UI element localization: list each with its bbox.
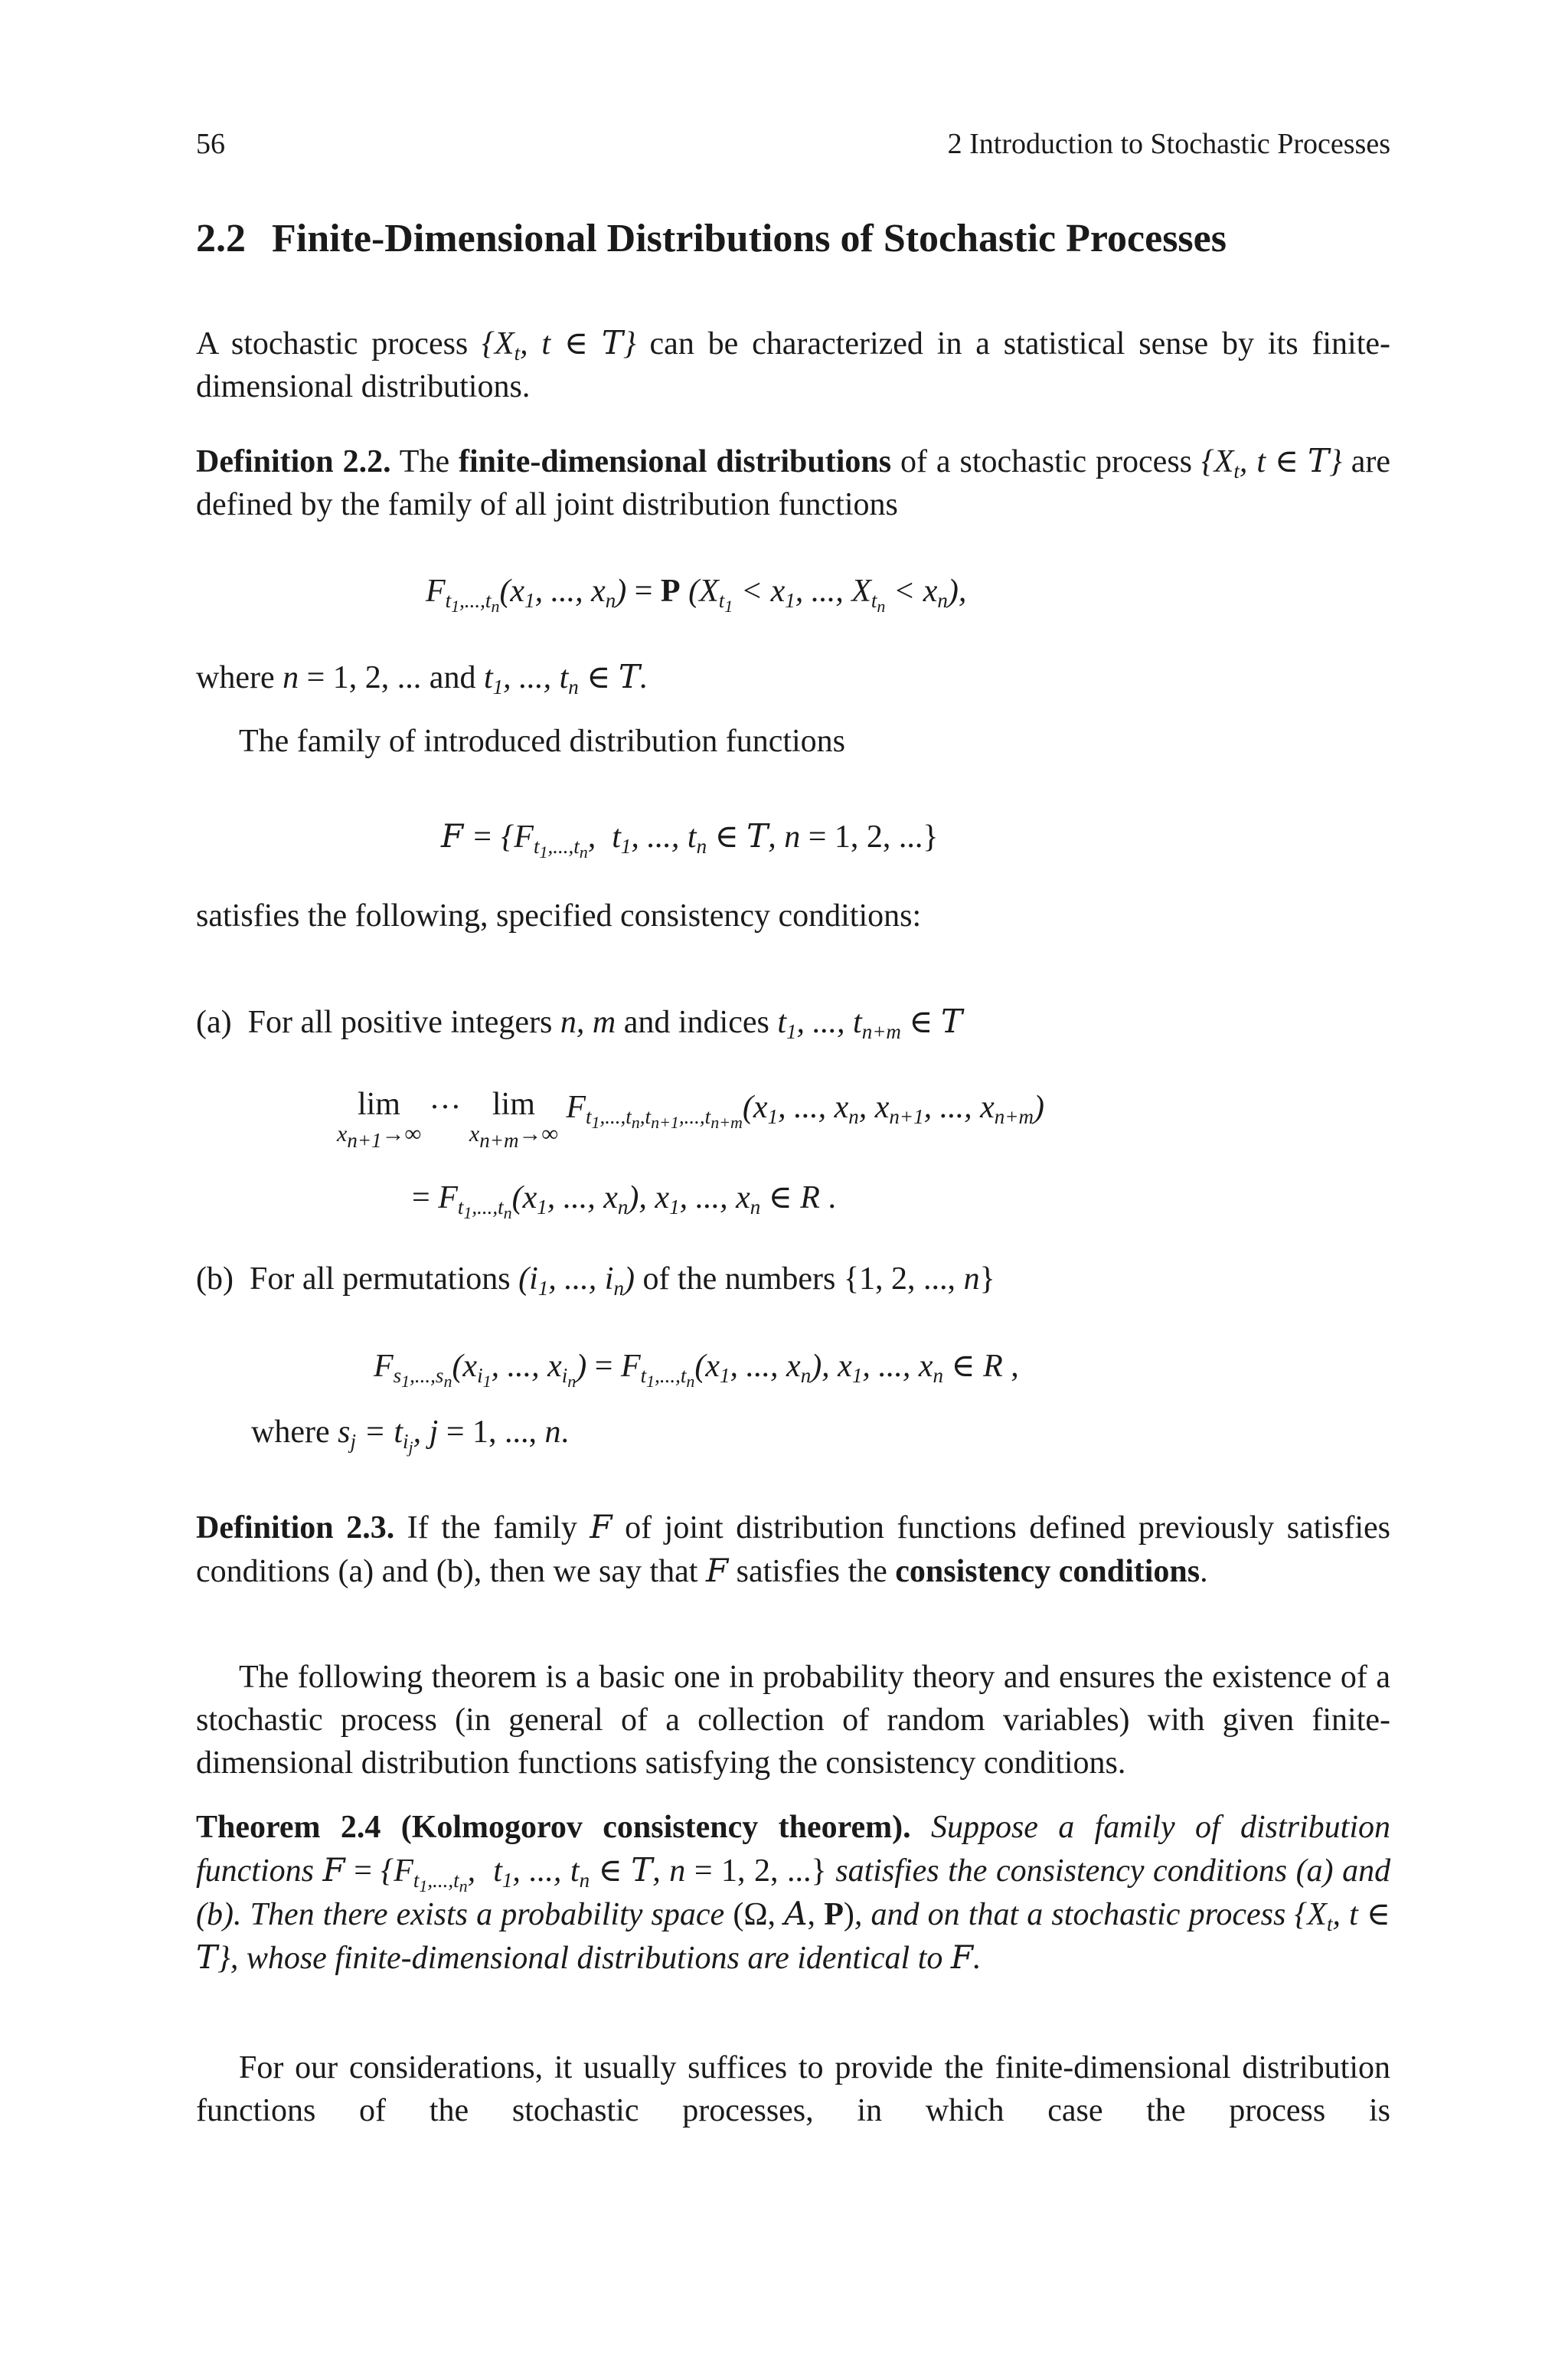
running-title: 2 Introduction to Stochastic Processes <box>947 128 1390 160</box>
condition-a: (a) For all positive integers n, m and indices $t_1$, ..., $t_{n+m}$ ∈ T <box>196 1003 963 1043</box>
section-title: Finite-Dimensional Distributions of Stochastic Processes <box>272 217 1227 260</box>
equation-limit: lim $x_{n+1}\to\infty$ ··· lim $x_{n+m}\to\infty$ $F_{t_1,...,t_n,t_{n+1},...,t_{n+m}}(x_1$, ..., $x_n$, $x_{n+1}$, ..., $x_{n+m}$) <box>337 1087 1044 1152</box>
final-paragraph: For our considerations, it usually suffices to provide the finite-dimensional distribution functions of the stochastic processes, in which case the process is <box>196 2050 1390 2128</box>
section-number: 2.2 <box>196 217 246 260</box>
equation-permutation: $F_{s_1,...,s_n}(x_{i_1}$, ..., $x_{i_n}) = F_{t_1,...,t_n}(x_1$, ..., $x_n$), $x_1$, ..., $x_n$ ∈ R , <box>374 1349 1019 1391</box>
page-number: 56 <box>196 128 225 160</box>
where-line: where n = 1, 2, ... and $t_1$, ..., $t_n$ ∈ T. <box>196 658 648 698</box>
definition-2-3: Definition 2.3. If the family F of joint distribution functions defined previously satisfies conditions (a) and (b), then we say that F satisfies the consistency conditions. <box>196 1508 1391 1589</box>
theorem-2-4: Theorem 2.4 (Kolmogorov consistency theorem). Suppose a family of distribution functions $F = \{F_{t_1,...,t_n}$, $t_1$, ..., $t_n$ ∈ T, n = 1, 2, ...} satisfies the consistency conditions (a) and (b). Then there exists a probability space (Ω, A, P), and on that a stochastic process {$X_t$, t ∈ T}, whose finite-dimensional distributions are identical to F. <box>196 1810 1391 1976</box>
condition-b: (b) For all permutations ($i_1$, ..., $i_n$) of the numbers {1, 2, ..., n} <box>196 1261 995 1300</box>
theorem-intro-paragraph: The following theorem is a basic one in probability theory and ensures the existence of a stochastic process (in general of a collection of random variables) with given finite-dimensional distribution functions satisfying the consistency conditions. <box>196 1660 1390 1781</box>
defined-term: finite-dimensional distributions <box>459 444 892 479</box>
condition-a-label: (a) <box>196 1005 232 1040</box>
definition-label: Definition 2.3. <box>196 1510 395 1546</box>
equation-limit-result: = $F_{t_1,...,t_n}(x_1$, ..., $x_n$), $x_1$, ..., $x_n$ ∈ R . <box>412 1180 836 1222</box>
condition-b-label: (b) <box>196 1261 234 1297</box>
equation-joint-distribution: $F_{t_1,...,t_n}(x_1$, ..., $x_n) = P$ ($X_{t_1} < x_1$, ..., $X_{t_n} < x_n$), <box>426 574 967 616</box>
definition-label: Definition 2.2. <box>196 444 391 479</box>
family-intro: The family of introduced distribution functions <box>239 724 846 759</box>
section-heading <box>196 216 1227 261</box>
defined-term: consistency conditions <box>895 1554 1200 1589</box>
theorem-label: Theorem 2.4 (Kolmogorov consistency theorem). <box>196 1810 911 1845</box>
intro-paragraph: A stochastic process {$X_t$, t ∈ T} can be characterized in a statistical sense by its finite-dimensional distributions. <box>196 324 1391 404</box>
definition-2-2: Definition 2.2. The finite-dimensional distributions of a stochastic process {$X_t$, t ∈ T} are defined by the family of all joint distribution functions <box>196 442 1391 522</box>
equation-family: $F = \{F_{t_1,...,t_n}$, $t_1$, ..., $t_n$ ∈ T, n = 1, 2, ...} <box>441 817 939 862</box>
permutation-where: where $s_j = t_{i_j}$, j = 1, ..., n. <box>251 1415 569 1457</box>
satisfies-line: satisfies the following, specified consistency conditions: <box>196 898 922 934</box>
